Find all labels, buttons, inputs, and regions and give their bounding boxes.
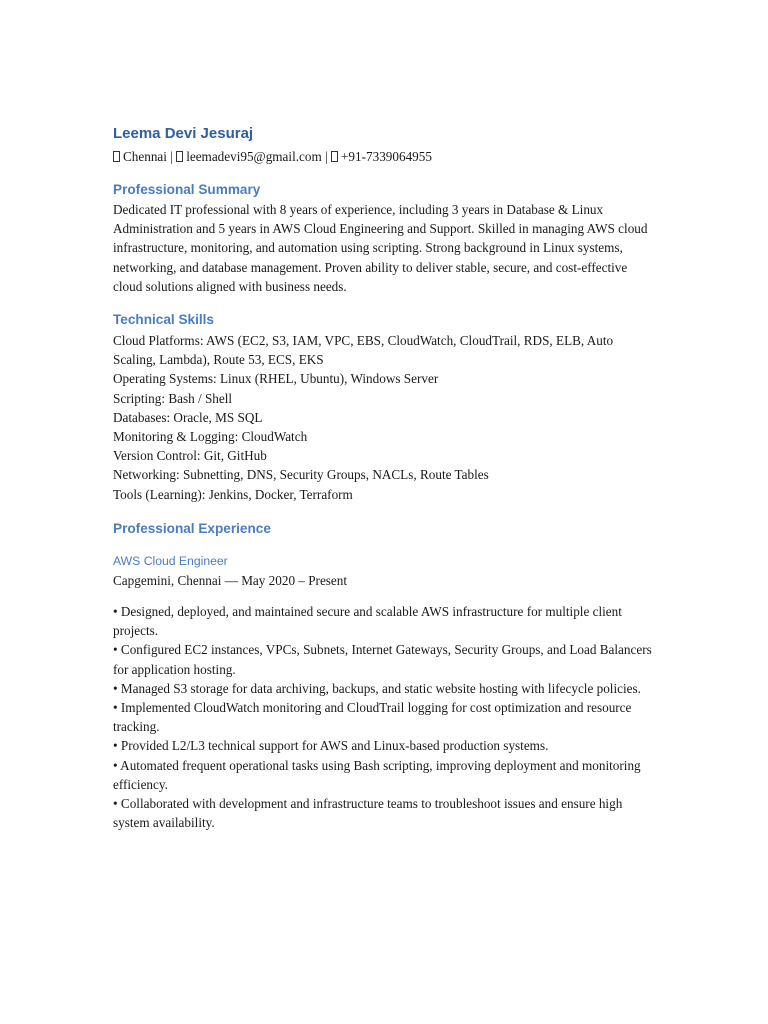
email-icon — [176, 151, 183, 162]
contact-email[interactable]: leemadevi95@gmail.com — [186, 149, 322, 164]
skill-item: Version Control: Git, GitHub — [113, 448, 267, 464]
experience-bullet: • Managed S3 storage for data archiving, backups, and static website hosting with lifecycle policies. — [113, 680, 641, 696]
job-company-line: Capgemini, Chennai — May 2020 – Present — [113, 572, 348, 588]
summary-heading: Professional Summary — [113, 182, 261, 197]
skill-item: Scripting: Bash / Shell — [113, 390, 233, 406]
experience-bullet: • Provided L2/L3 technical support for AWS and Linux-based production systems. — [113, 738, 549, 754]
contact-separator: | — [325, 149, 328, 164]
resume-page — [113, 124, 658, 832]
experience-bullet: • Configured EC2 instances, VPCs, Subnets, Internet Gateways, Security Groups, and Load Balancers for application hosting. — [113, 642, 652, 677]
experience-bullet: • Collaborated with development and infrastructure teams to troubleshoot issues and ensure high system availability. — [113, 796, 623, 831]
contact-line — [113, 147, 658, 166]
contact-separator: | — [170, 149, 173, 164]
experience-bullets — [113, 602, 658, 832]
candidate-name: Leema Devi Jesuraj — [113, 125, 254, 142]
experience-bullet: • Designed, deployed, and maintained secure and scalable AWS infrastructure for multiple client projects. — [113, 604, 622, 639]
skill-item: Databases: Oracle, MS SQL — [113, 409, 263, 425]
skill-item: Operating Systems: Linux (RHEL, Ubuntu), Windows Server — [113, 371, 439, 387]
skill-item: Tools (Learning): Jenkins, Docker, Terraform — [113, 486, 353, 502]
contact-location: Chennai — [123, 149, 167, 164]
location-icon — [113, 151, 120, 162]
skills-list — [113, 331, 658, 504]
job-title: AWS Cloud Engineer — [113, 553, 228, 568]
contact-phone: +91-7339064955 — [340, 149, 432, 164]
skill-item: Networking: Subnetting, DNS, Security Groups, NACLs, Route Tables — [113, 467, 489, 483]
experience-bullet: • Implemented CloudWatch monitoring and CloudTrail logging for cost optimization and resource tracking. — [113, 700, 632, 735]
experience-bullet: • Automated frequent operational tasks using Bash scripting, improving deployment and monitoring efficiency. — [113, 757, 641, 792]
experience-heading: Professional Experience — [113, 520, 271, 536]
phone-icon — [331, 151, 338, 162]
skill-item: Cloud Platforms: AWS (EC2, S3, IAM, VPC, EBS, CloudWatch, CloudTrail, RDS, ELB, Auto Scaling, Lambda), Route 53, ECS, EKS — [113, 333, 614, 368]
summary-text: Dedicated IT professional with 8 years of experience, including 3 years in Database & Linux Administration and 5 years in AWS Cloud Engineering and Support. Skilled in managing AWS cloud infrastructure, monitoring, and automation using scripting. Strong background in Linux systems, networking, and database management. Proven ability to deliver stable, secure, and cost-effective cloud solutions aligned with business needs. — [113, 202, 648, 294]
skills-heading: Technical Skills — [113, 312, 214, 328]
skill-item: Monitoring & Logging: CloudWatch — [113, 429, 308, 445]
